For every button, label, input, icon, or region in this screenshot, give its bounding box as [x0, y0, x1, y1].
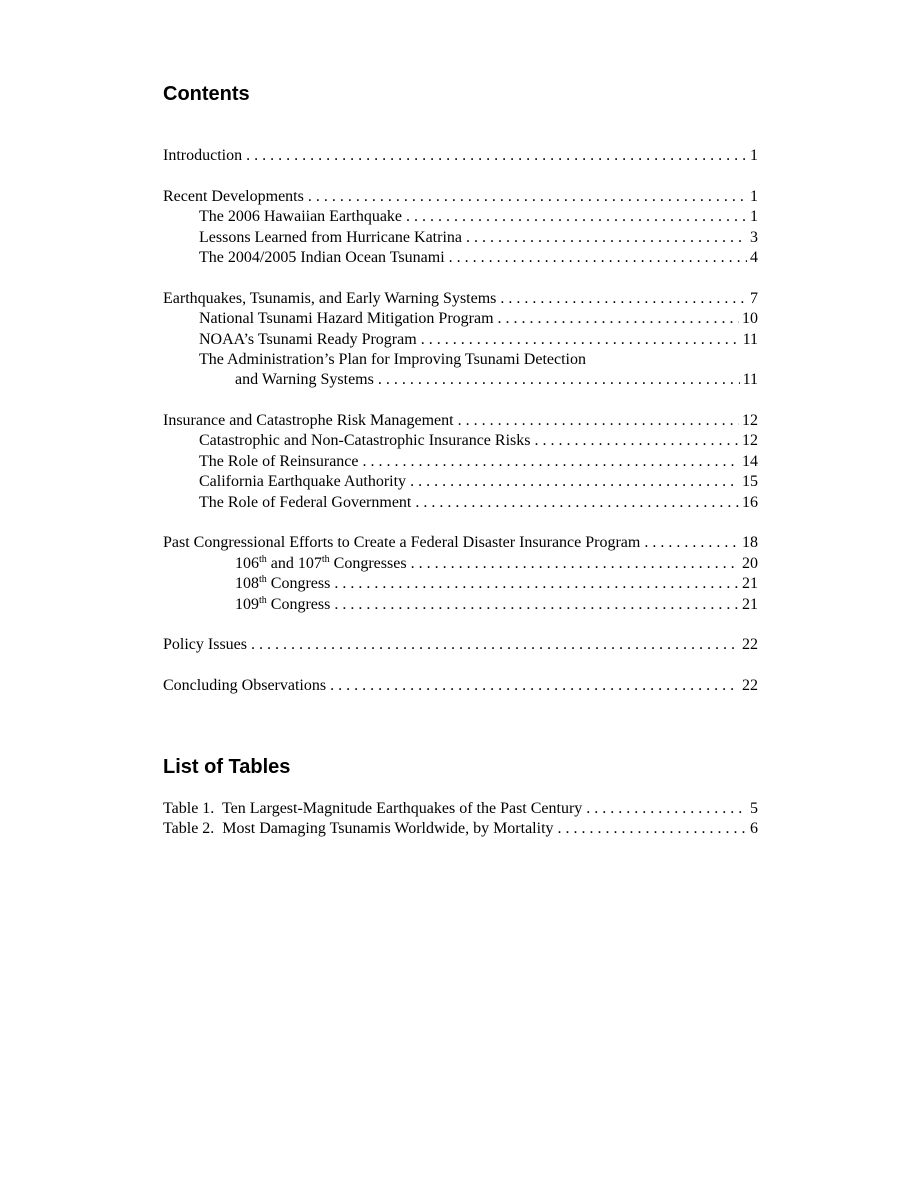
dot-leader — [415, 493, 739, 513]
toc-page-number: 21 — [742, 575, 758, 593]
toc-entry-reinsurance[interactable] — [163, 452, 758, 472]
dot-leader — [246, 146, 747, 166]
toc-entry-title: Policy Issues — [163, 636, 247, 654]
toc-entry-title: Catastrophic and Non-Catastrophic Insurance Risks — [199, 432, 531, 450]
table-entry-2[interactable] — [163, 819, 758, 839]
toc-page-number: 16 — [742, 493, 758, 511]
toc-entry-early-warning-systems[interactable] — [163, 289, 758, 309]
toc-entry-administration-plan[interactable] — [163, 370, 758, 390]
toc-page-number: 1 — [750, 208, 758, 226]
toc-entry-title: Past Congressional Efforts to Create a Federal Disaster Insurance Program — [163, 534, 641, 552]
toc-entry-introduction[interactable] — [163, 146, 758, 166]
table-of-contents — [163, 146, 758, 697]
toc-page-number: 4 — [750, 248, 758, 266]
toc-page-number: 20 — [742, 554, 758, 572]
toc-page-number: 1 — [750, 187, 758, 205]
toc-entry-indian-ocean-tsunami[interactable] — [163, 248, 758, 268]
toc-entry-title: 109th Congress — [235, 594, 331, 613]
toc-page-number: 1 — [750, 147, 758, 164]
toc-entry-title: Recent Developments — [163, 187, 304, 205]
toc-entry-federal-government[interactable] — [163, 493, 758, 513]
toc-page-number: 12 — [742, 432, 758, 450]
toc-page-number: 12 — [742, 412, 758, 430]
dot-leader — [334, 595, 739, 615]
dot-leader — [458, 411, 739, 431]
dot-leader — [586, 799, 747, 819]
toc-page-number: 11 — [742, 371, 758, 389]
toc-entry-title: Introduction — [163, 147, 243, 164]
dot-leader — [410, 472, 739, 492]
dot-leader — [500, 289, 747, 309]
table-entry-title: Table 2. Most Damaging Tsunamis Worldwide, by Mortality — [163, 820, 554, 838]
toc-entry-policy-issues[interactable] — [163, 635, 758, 655]
toc-page-number: 7 — [750, 289, 758, 307]
toc-entry-title: The 2006 Hawaiian Earthquake — [199, 208, 403, 226]
toc-page-number: 11 — [742, 330, 758, 348]
toc-page-number: 3 — [750, 228, 758, 246]
toc-page-number: 21 — [742, 595, 758, 613]
dot-leader — [406, 207, 747, 227]
toc-entry-congressional-efforts[interactable] — [163, 533, 758, 553]
dot-leader — [334, 574, 739, 594]
toc-entry-title: California Earthquake Authority — [199, 473, 407, 491]
toc-page-number: 14 — [742, 452, 758, 470]
toc-entry-title: National Tsunami Hazard Mitigation Program — [199, 310, 494, 328]
dot-leader — [378, 370, 740, 390]
dot-leader — [363, 452, 740, 472]
toc-entry-hurricane-katrina[interactable] — [163, 228, 758, 248]
toc-entry-title: NOAA’s Tsunami Ready Program — [199, 330, 417, 348]
dot-leader — [411, 554, 739, 574]
toc-entry-california-earthquake-authority[interactable] — [163, 472, 758, 492]
list-of-tables-heading: List of Tables — [163, 756, 291, 778]
toc-entry-title: 106th and 107th Congresses — [235, 553, 407, 572]
toc-entry-108-congress[interactable] — [163, 574, 758, 594]
toc-entry-title: The Role of Federal Government — [199, 493, 412, 511]
toc-entry-title: Lessons Learned from Hurricane Katrina — [199, 228, 462, 246]
toc-entry-tsunami-ready-program[interactable] — [163, 330, 758, 350]
toc-page-number: 10 — [742, 310, 758, 328]
toc-entry-recent-developments[interactable] — [163, 187, 758, 207]
dot-leader — [308, 187, 747, 207]
dot-leader — [251, 635, 739, 655]
dot-leader — [466, 228, 747, 248]
toc-entry-title: Concluding Observations — [163, 677, 327, 695]
list-of-tables — [163, 799, 758, 840]
dot-leader — [498, 309, 739, 329]
toc-entry-title: The 2004/2005 Indian Ocean Tsunami — [199, 248, 445, 266]
toc-page-number: 22 — [742, 636, 758, 654]
contents-heading: Contents — [163, 83, 250, 105]
dot-leader — [421, 330, 740, 350]
toc-entry-106-107-congresses[interactable] — [163, 554, 758, 574]
toc-entry-title: and Warning Systems — [235, 371, 374, 389]
toc-entry-insurance-risk-management[interactable] — [163, 411, 758, 431]
toc-entry-insurance-risks[interactable] — [163, 431, 758, 451]
dot-leader — [558, 819, 747, 839]
toc-entry-title: Earthquakes, Tsunamis, and Early Warning Systems — [163, 289, 497, 307]
table-page-number: 6 — [750, 820, 758, 838]
toc-entry-title: Insurance and Catastrophe Risk Management — [163, 412, 454, 430]
toc-entry-concluding-observations[interactable] — [163, 676, 758, 696]
toc-entry-title-line1[interactable]: The Administration’s Plan for Improving Tsunami Detection — [199, 350, 586, 368]
table-page-number: 5 — [750, 800, 758, 817]
toc-page-number: 22 — [742, 677, 758, 695]
dot-leader — [644, 533, 739, 553]
toc-entry-hawaiian-earthquake[interactable] — [163, 207, 758, 227]
dot-leader — [534, 431, 739, 451]
toc-entry-title: The Role of Reinsurance — [199, 452, 359, 470]
toc-page-number: 15 — [742, 473, 758, 491]
toc-entry-title: 108th Congress — [235, 574, 331, 593]
dot-leader — [330, 676, 739, 696]
table-entry-title: Table 1. Ten Largest-Magnitude Earthquakes of the Past Century — [163, 800, 583, 817]
toc-page-number: 18 — [742, 534, 758, 552]
dot-leader — [449, 248, 747, 268]
toc-entry-hazard-mitigation-program[interactable] — [163, 309, 758, 329]
toc-entry-109-congress[interactable] — [163, 595, 758, 615]
table-entry-1[interactable] — [163, 799, 758, 819]
